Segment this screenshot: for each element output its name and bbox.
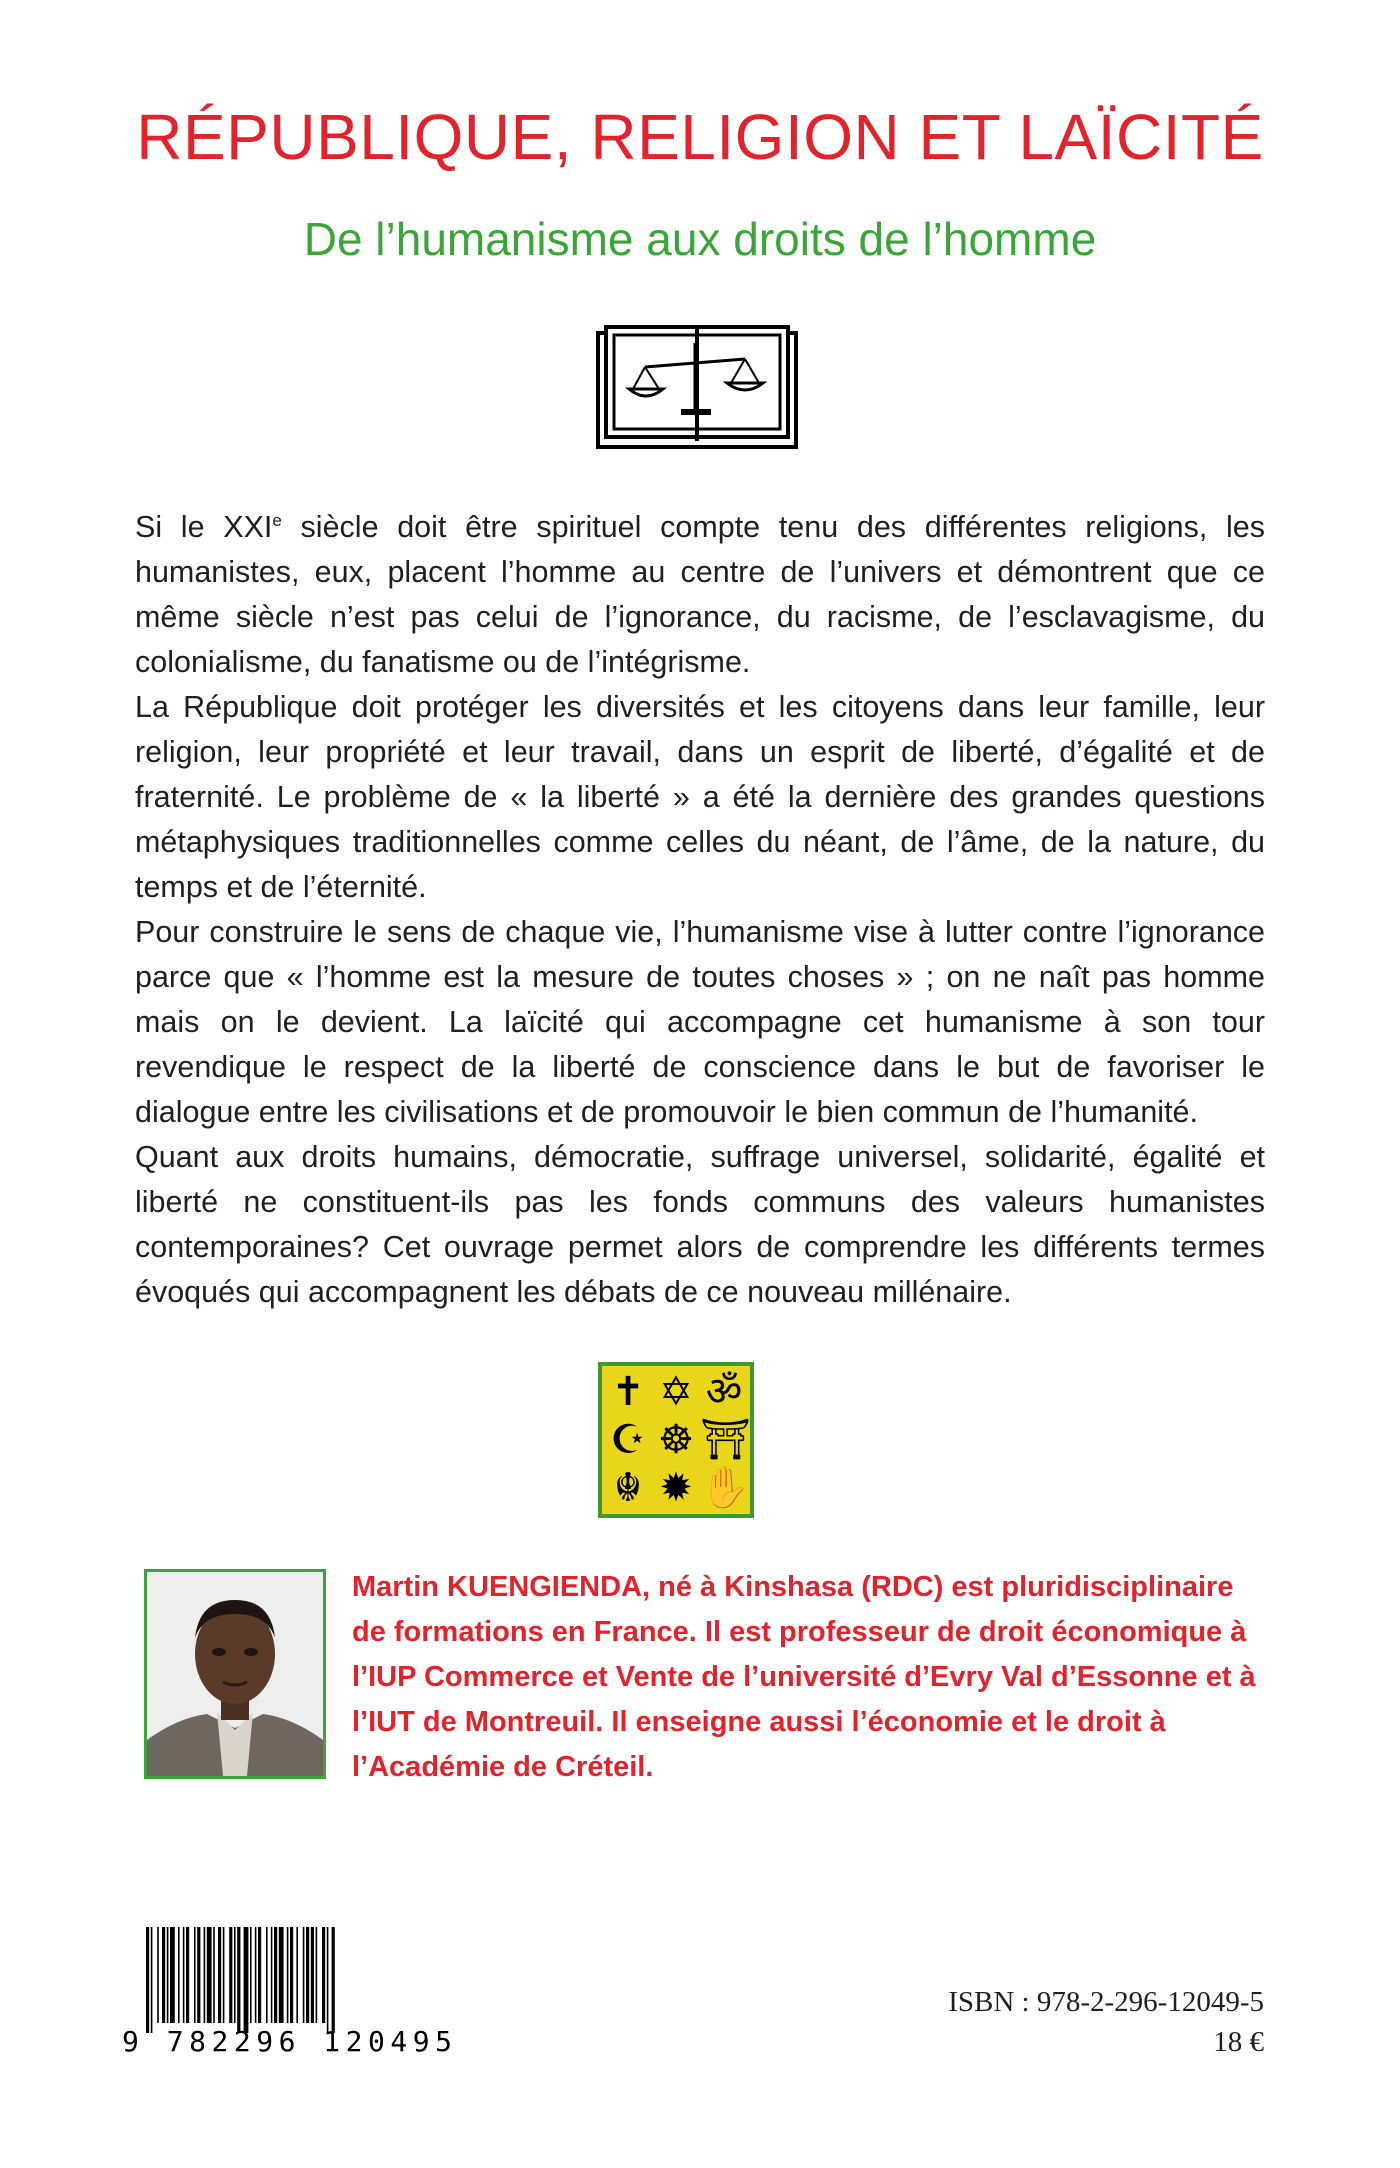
barcode-bar: [274, 1927, 277, 2023]
barcode-bar: [213, 1927, 215, 2023]
barcode-bar: [146, 1927, 149, 2033]
barcode-bar: [194, 1927, 196, 2023]
isbn-price-block: [830, 1982, 1264, 2062]
barcode-bar: [151, 1927, 153, 2033]
barcode-bar: [290, 1927, 293, 2023]
author-bio: Martin KUENGIENDA, né à Kinshasa (RDC) est pluridisciplinaire de formations en France. Il est professeur de droit économique à l’IUP Commerce et Vente de l’université d’Evry Val d’Essonne et à l’IUT de Montreuil. Il enseigne aussi l’économie et le droit à l’Académie de Créteil.: [352, 1571, 1256, 1783]
barcode-bar: [296, 1927, 298, 2023]
price: 18 €: [1213, 2026, 1264, 2058]
barcode-bar: [197, 1927, 200, 2023]
cross-icon: ✝: [611, 1369, 645, 1415]
back-cover-description: [135, 505, 1265, 1315]
barcode-bar: [279, 1927, 284, 2023]
author-portrait-icon: [147, 1572, 323, 1776]
paragraph-4: Quant aux droits humains, démocratie, suffrage universel, solidarité, égalité et liberté ne constituent-ils pas les fonds communs des valeurs humanistes contemporaines? Cet ouvrage permet alors de comprendre les différents termes évoqués qui accompagnent les débats de ce nouveau millénaire.: [135, 1140, 1265, 1309]
barcode-bar: [167, 1927, 169, 2023]
barcode-bar: [218, 1927, 221, 2023]
book-title: RÉPUBLIQUE, RELIGION ET LAÏCITÉ: [136, 101, 1264, 173]
barcode-bar: [258, 1927, 261, 2023]
author-photo: [144, 1569, 326, 1779]
hamsa-hand-icon: ✋: [700, 1465, 750, 1511]
barcode-bar: [183, 1927, 185, 2023]
torii-icon: ⛩: [700, 1417, 751, 1463]
barcode-bar: [287, 1927, 289, 2023]
barcode-bar: [255, 1927, 257, 2023]
barcode-bar: [327, 1927, 329, 2033]
isbn-number: ISBN : 978-2-296-12049-5: [948, 1986, 1264, 2018]
barcode-bar: [271, 1927, 273, 2023]
barcode-bar: [244, 1927, 249, 2033]
star-of-david-icon: ✡: [659, 1369, 693, 1415]
barcode-bar: [266, 1927, 268, 2023]
barcode-bar: [322, 1927, 325, 2023]
barcode-bar: [316, 1927, 318, 2023]
barcode-bar: [170, 1927, 175, 2023]
dharma-wheel-icon: ☸: [658, 1417, 694, 1463]
book-subtitle: De l’humanisme aux droits de l’homme: [303, 213, 1097, 265]
barcode-bar: [157, 1927, 159, 2023]
paragraph-1: Si le XXIe siècle doit être spirituel compte tenu des différentes religions, les humanistes, eux, placent l’homme au centre de l’univers et démontrent que ce même siècle n’est pas celui de l’ignorance, du racisme, de l’esclavagisme, du colonialisme, du fanatisme ou de l’intégrisme.: [135, 510, 1266, 679]
barcode-bar: [303, 1927, 305, 2023]
barcode-bar: [204, 1927, 206, 2023]
barcode-bar: [306, 1927, 309, 2023]
crescent-star-icon: ☪: [610, 1417, 646, 1463]
om-icon: ॐ: [705, 1369, 743, 1415]
khanda-icon: ☬: [613, 1465, 643, 1511]
paragraph-2: La République doit protéger les diversités et les citoyens dans leur famille, leur religion, leur propriété et leur travail, dans un esprit de liberté, d’égalité et de fraternité. Le problème de « la liberté » a été la dernière des grandes questions métaphysiques traditionnelles comme celles du néant, de l’âme, de la nature, du temps et de l’éternité.: [135, 690, 1265, 904]
isbn-barcode: [120, 1925, 465, 2055]
barcode-bars: [146, 1927, 335, 2033]
barcode-bar: [162, 1927, 165, 2023]
religion-symbols-emblem: [598, 1362, 754, 1518]
barcode-bar: [250, 1927, 252, 2023]
barcode-bar: [237, 1927, 240, 2033]
barcode-bar: [207, 1927, 212, 2023]
barcode-bar: [332, 1927, 335, 2033]
barcode-bar: [186, 1927, 189, 2023]
barcode-bar: [234, 1927, 236, 2023]
barcode-bar: [223, 1927, 225, 2023]
bahai-star-icon: ✹: [659, 1465, 693, 1511]
barcode-bar: [311, 1927, 314, 2023]
barcode-bar: [229, 1927, 232, 2023]
barcode-bar: [178, 1927, 180, 2023]
book-scales-logo-icon: [595, 323, 799, 451]
barcode-digits: 9 782296 120495: [122, 2025, 452, 2055]
paragraph-3: Pour construire le sens de chaque vie, l’humanisme vise à lutter contre l’ignorance parce que « l’homme est la mesure de toutes choses » ; on ne naît pas homme mais on le devient. La laïcité qui accompagne cet humanisme à son tour revendique le respect de la liberté de conscience dans le but de favoriser le dialogue entre les civilisations et de promouvoir le bien commun de l’humanité.: [135, 915, 1265, 1129]
